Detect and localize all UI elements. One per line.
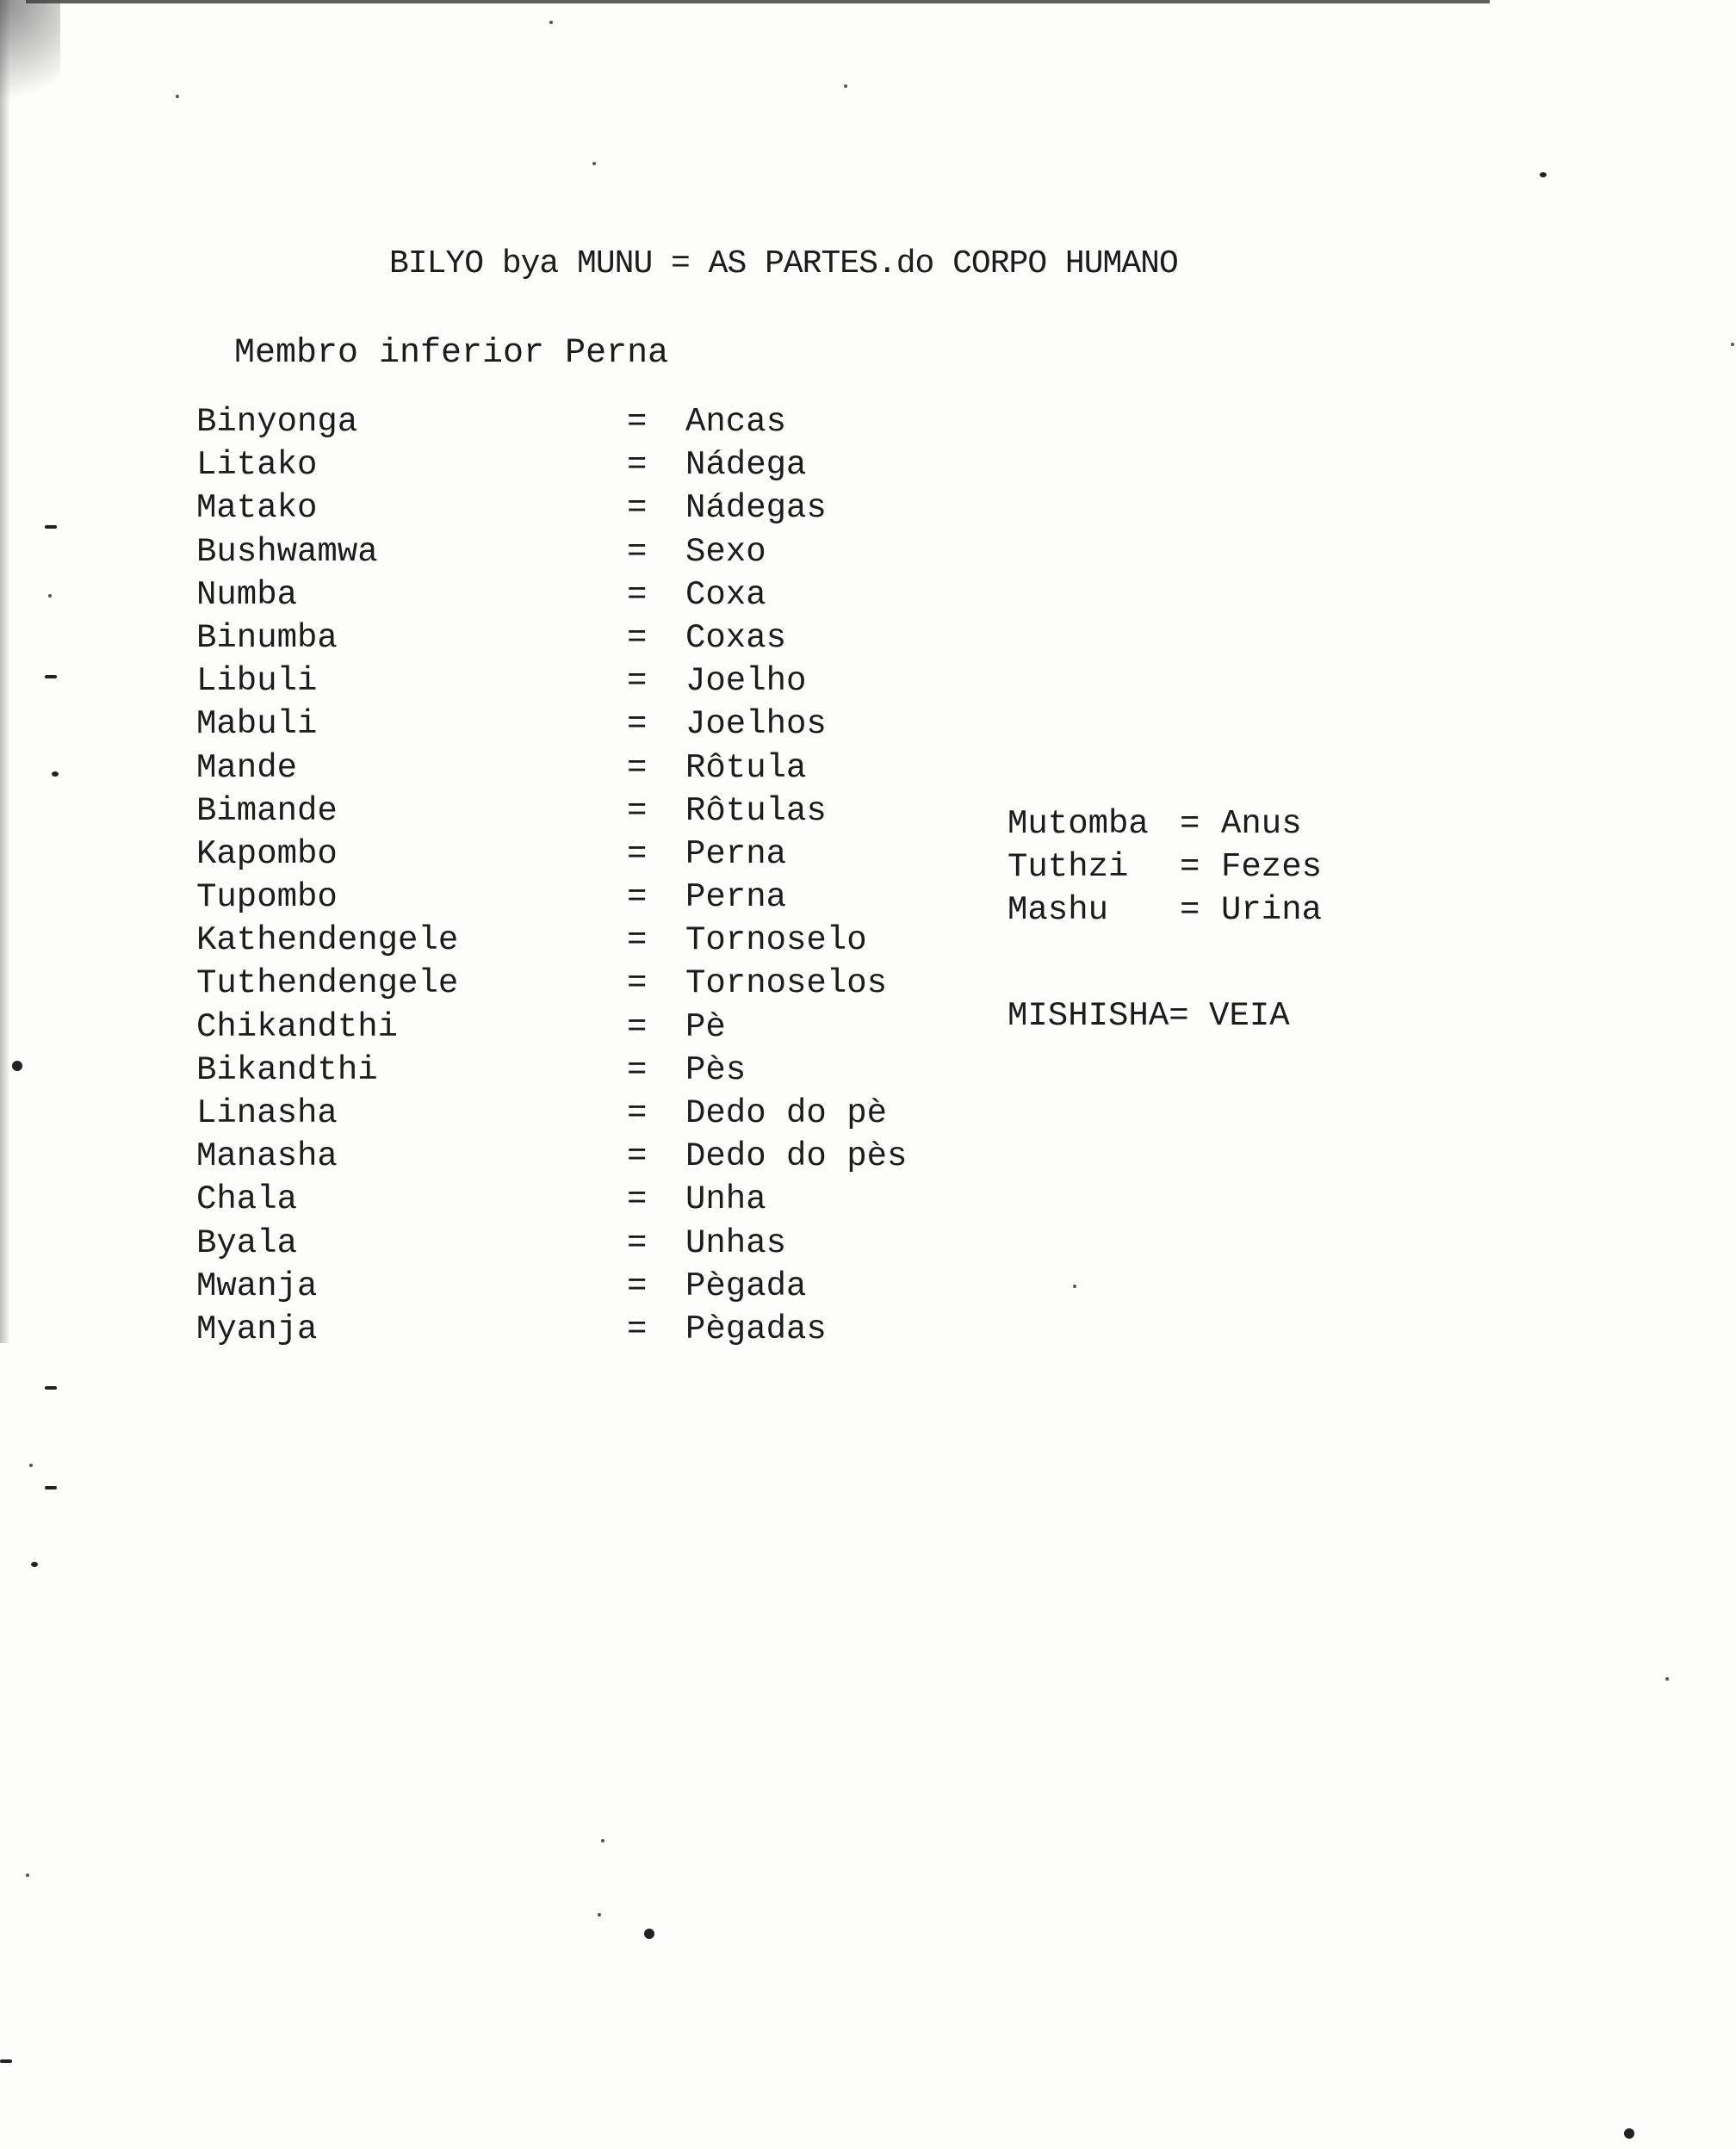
vocab-translation: Perna xyxy=(685,834,787,873)
vocab-translation: Dedo do pè xyxy=(685,1094,888,1132)
vocab-translation: Sexo xyxy=(685,532,766,571)
equals-sign: = xyxy=(627,964,648,1003)
vocab-row xyxy=(196,790,907,833)
equals-sign: = xyxy=(627,1266,648,1305)
vocab-translation: Rôtula xyxy=(685,748,807,787)
scan-speck xyxy=(644,1929,654,1939)
vocab-translation: Urina xyxy=(1221,891,1323,930)
scan-top-edge xyxy=(26,0,1490,3)
vocab-translation: Pègada xyxy=(685,1266,807,1305)
vocab-translation: Coxas xyxy=(685,618,787,657)
equals-sign: = xyxy=(627,575,648,614)
vocab-row xyxy=(196,1135,907,1178)
scan-speck xyxy=(45,675,57,678)
vocab-translation: Unha xyxy=(685,1180,766,1219)
scan-speck xyxy=(45,1386,57,1390)
vocab-term: Mande xyxy=(196,748,298,787)
scan-speck xyxy=(598,1913,601,1917)
scan-speck xyxy=(45,525,57,529)
vocab-row xyxy=(196,746,907,790)
vocab-translation: Joelhos xyxy=(685,705,827,744)
scan-speck xyxy=(601,1839,604,1842)
scan-speck xyxy=(45,1486,57,1489)
equals-sign: = xyxy=(627,446,648,485)
scan-speck xyxy=(12,1061,22,1071)
equals-sign: = xyxy=(627,403,648,441)
equals-sign: = xyxy=(627,1007,648,1046)
vocab-term: Bushwamwa xyxy=(196,532,378,571)
vocabulary-list xyxy=(196,400,907,1351)
vocab-translation: Coxa xyxy=(685,575,766,614)
vocab-row xyxy=(1008,889,1322,932)
scan-speck xyxy=(1624,2128,1634,2139)
scan-speck xyxy=(549,21,553,24)
equals-sign: = xyxy=(627,834,648,873)
vocab-translation: Ancas xyxy=(685,403,787,441)
vocab-row xyxy=(196,573,907,616)
equals-sign: = xyxy=(627,705,648,744)
scan-corner-speckle xyxy=(0,0,60,129)
scan-speck xyxy=(1073,1285,1076,1288)
page-title: BILYO bya MUNU = AS PARTES.do CORPO HUMANO xyxy=(389,245,1178,282)
vocab-term: Mutomba xyxy=(1008,805,1149,843)
vocab-row xyxy=(196,530,907,573)
equals-sign: = xyxy=(627,1180,648,1219)
vocab-term: Matako xyxy=(196,489,318,528)
vocab-translation: Tornoselos xyxy=(685,964,888,1003)
equals-sign: = xyxy=(627,532,648,571)
vocab-translation: Pè xyxy=(685,1007,726,1046)
vocab-term: Mwanja xyxy=(196,1266,318,1305)
section-heading: Membro inferior Perna xyxy=(234,334,669,373)
vocab-row xyxy=(196,833,907,876)
vocab-term: Tupombo xyxy=(196,878,338,917)
vocab-row xyxy=(196,1178,907,1221)
vocab-row xyxy=(196,962,907,1005)
equals-sign: = xyxy=(627,791,648,830)
vocab-row xyxy=(196,1049,907,1092)
vocab-term: Byala xyxy=(196,1223,298,1262)
scan-speck xyxy=(176,95,179,98)
equals-sign: = xyxy=(627,1050,648,1089)
vocab-term: Linasha xyxy=(196,1094,338,1132)
equals-sign: = xyxy=(627,662,648,701)
vocab-term: Tuthzi xyxy=(1008,848,1129,887)
vocab-term: Chala xyxy=(196,1180,298,1219)
vocab-row xyxy=(196,1308,907,1351)
side-vocabulary-list xyxy=(1008,802,1322,932)
vocab-translation: Tornoselo xyxy=(685,921,867,960)
equals-sign: = xyxy=(627,1310,648,1348)
vocab-row xyxy=(196,400,907,443)
equals-sign: = xyxy=(1180,805,1200,843)
vocab-term: Litako xyxy=(196,446,318,485)
vocab-translation: Pès xyxy=(685,1050,747,1089)
vocab-row xyxy=(196,1092,907,1135)
scan-speck xyxy=(31,1562,38,1567)
vocab-row xyxy=(196,1222,907,1265)
vocab-term: Myanja xyxy=(196,1310,318,1348)
vocab-term: Libuli xyxy=(196,662,318,701)
scan-speck xyxy=(1665,1677,1669,1681)
scan-speck xyxy=(0,2059,12,2063)
equals-sign: = xyxy=(627,489,648,528)
vocab-term: Bikandthi xyxy=(196,1050,378,1089)
scan-speck xyxy=(844,84,847,88)
scan-speck xyxy=(52,771,59,777)
vocab-translation: Nádega xyxy=(685,446,807,485)
vocab-row xyxy=(196,616,907,660)
vocab-translation: Perna xyxy=(685,878,787,917)
vocab-row xyxy=(196,1006,907,1049)
vocab-term: Manasha xyxy=(196,1137,338,1176)
vocab-row xyxy=(196,660,907,703)
vocab-term: Binyonga xyxy=(196,403,358,441)
vocab-term: Mashu xyxy=(1008,891,1109,930)
scan-speck xyxy=(48,594,52,598)
scan-speck xyxy=(29,1464,33,1467)
equals-sign: = xyxy=(627,1094,648,1132)
vocab-row xyxy=(196,443,907,486)
vocab-row xyxy=(1008,802,1322,845)
vocab-translation: Pègadas xyxy=(685,1310,827,1348)
vocab-term: Bimande xyxy=(196,791,338,830)
equals-sign: = xyxy=(1180,891,1200,930)
vocab-row xyxy=(196,919,907,962)
vocab-row xyxy=(1008,845,1322,889)
vocab-term: Binumba xyxy=(196,618,338,657)
extra-entry: MISHISHA= VEIA xyxy=(1008,997,1290,1035)
vocab-translation: Nádegas xyxy=(685,489,827,528)
equals-sign: = xyxy=(1180,848,1200,887)
equals-sign: = xyxy=(627,1223,648,1262)
vocab-translation: Dedo do pès xyxy=(685,1137,908,1176)
equals-sign: = xyxy=(627,1137,648,1176)
vocab-term: Kathendengele xyxy=(196,921,459,960)
vocab-term: Numba xyxy=(196,575,298,614)
vocab-term: Tuthendengele xyxy=(196,964,459,1003)
scan-speck xyxy=(592,162,596,165)
scan-speck xyxy=(1540,172,1547,177)
equals-sign: = xyxy=(627,748,648,787)
scan-left-edge xyxy=(0,0,10,1343)
vocab-term: Kapombo xyxy=(196,834,338,873)
scan-speck xyxy=(1731,343,1734,346)
vocab-translation: Fezes xyxy=(1221,848,1323,887)
vocab-term: Mabuli xyxy=(196,705,318,744)
vocab-translation: Anus xyxy=(1221,805,1302,843)
vocab-term: Chikandthi xyxy=(196,1007,399,1046)
vocab-row xyxy=(196,703,907,746)
equals-sign: = xyxy=(627,878,648,917)
vocab-translation: Unhas xyxy=(685,1223,787,1262)
equals-sign: = xyxy=(627,921,648,960)
scan-speck xyxy=(26,1873,29,1877)
vocab-translation: Joelho xyxy=(685,662,807,701)
vocab-row xyxy=(196,1265,907,1308)
equals-sign: = xyxy=(627,618,648,657)
vocab-translation: Rôtulas xyxy=(685,791,827,830)
vocab-row xyxy=(196,486,907,530)
vocab-row xyxy=(196,876,907,919)
